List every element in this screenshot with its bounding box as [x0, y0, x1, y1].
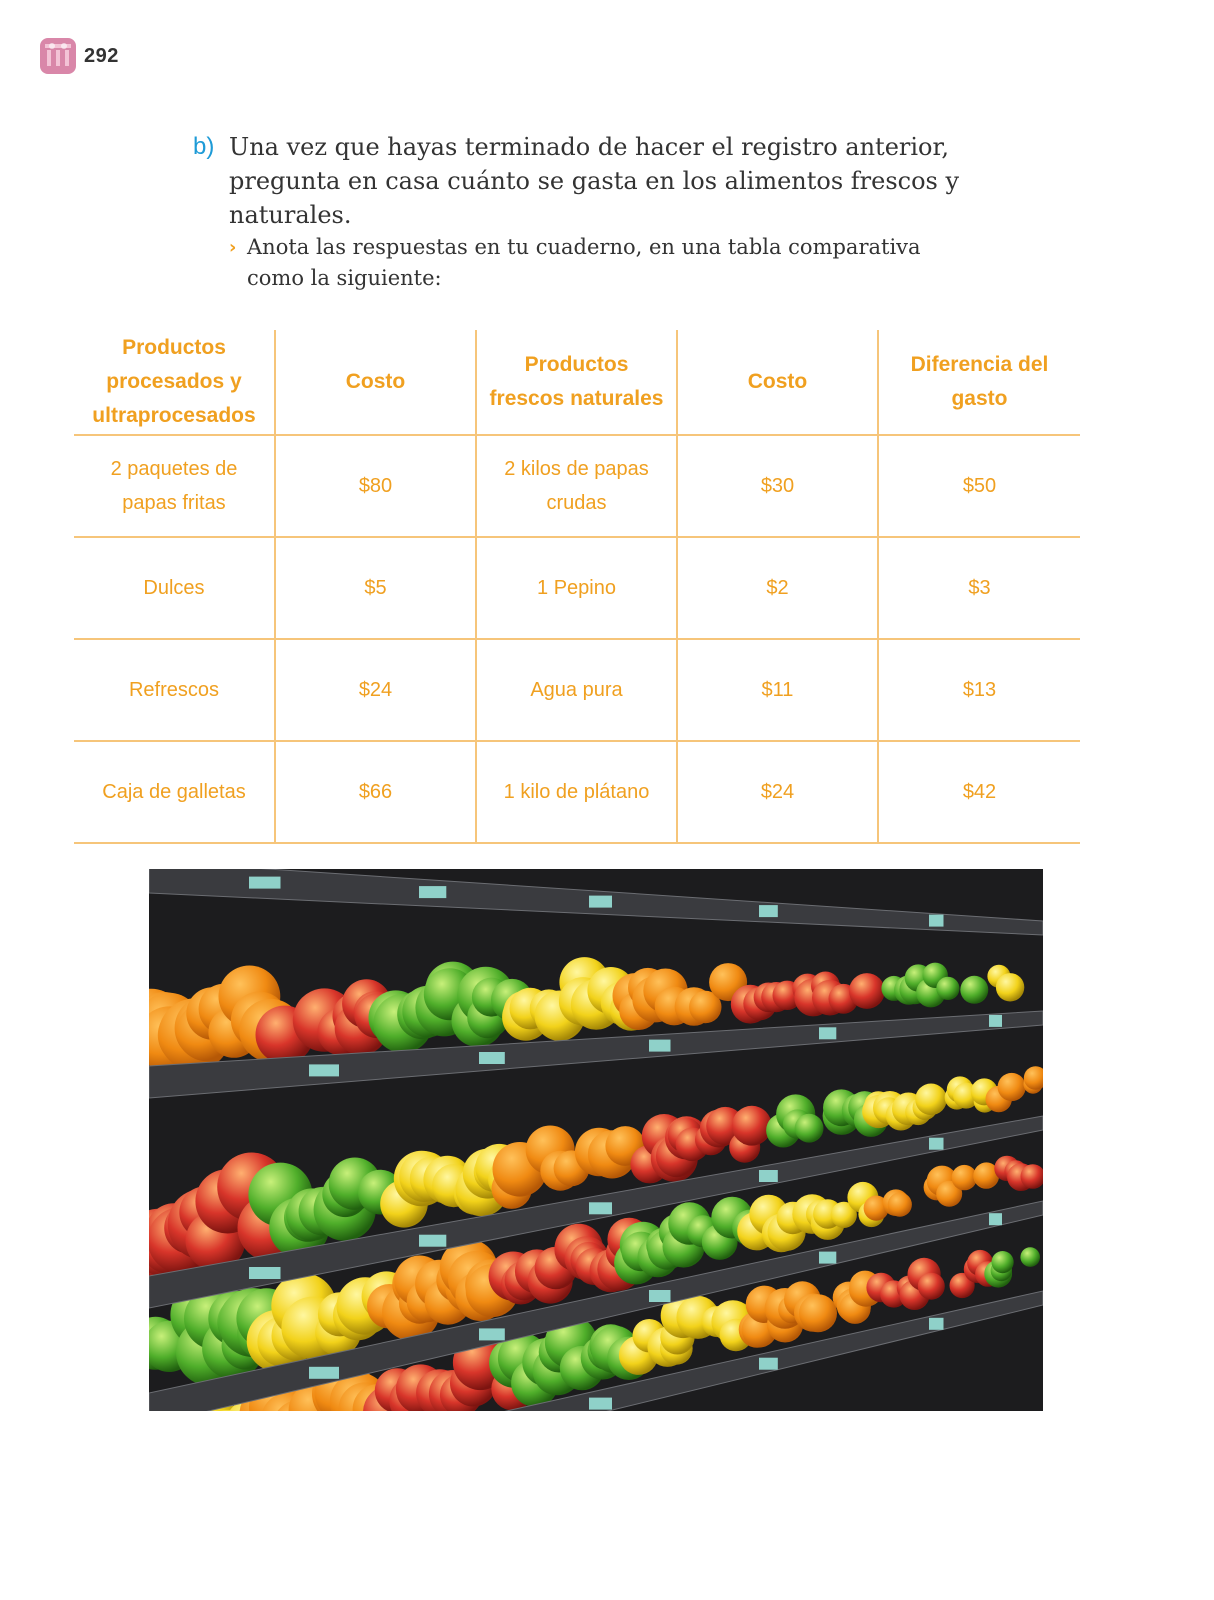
header-processed-products: Productos procesados y ultraprocesados — [74, 330, 275, 435]
header-cost-fresh: Costo — [677, 330, 878, 435]
price-tag — [929, 1138, 944, 1150]
instruction-bullet — [229, 232, 983, 294]
produce-illustration — [149, 869, 1043, 1411]
table-cell: Agua pura — [476, 639, 677, 741]
price-tag — [249, 1267, 281, 1279]
table-cell: $13 — [878, 639, 1080, 741]
chevron-right-icon: › — [229, 237, 237, 258]
price-tag — [249, 877, 281, 889]
fruit — [732, 1106, 772, 1146]
header-cost-processed: Costo — [275, 330, 476, 435]
table-cell: $5 — [275, 537, 476, 639]
table-cell: 2 paquetes de papas fritas — [74, 435, 275, 537]
table-row — [74, 537, 1080, 639]
price-tag — [989, 1213, 1002, 1225]
table-cell: 1 Pepino — [476, 537, 677, 639]
table-cell: $50 — [878, 435, 1080, 537]
price-tag — [589, 896, 612, 908]
supermarket-produce-photo — [149, 869, 1043, 1411]
comparison-table — [74, 330, 1080, 844]
table-cell: $3 — [878, 537, 1080, 639]
price-tag — [819, 1027, 836, 1039]
fruit — [960, 976, 988, 1004]
table-cell: $11 — [677, 639, 878, 741]
fruit — [799, 1294, 837, 1332]
price-tag — [649, 1040, 671, 1052]
fruit — [849, 973, 885, 1009]
fruit — [996, 973, 1024, 1001]
instruction-block — [193, 130, 983, 294]
table-row — [74, 741, 1080, 843]
table-cell: $66 — [275, 741, 476, 843]
price-tag — [589, 1398, 612, 1410]
table-header-row — [74, 330, 1080, 435]
instruction-bullet-text: Anota las respuestas en tu cuaderno, en una tabla comparativa como la siguiente: — [247, 235, 921, 290]
instruction-text: Una vez que hayas terminado de hacer el registro anterior, pregunta en casa cuánto se gasta en los alimentos frescos y naturales. — [229, 133, 960, 229]
price-tag — [479, 1052, 505, 1064]
fruit — [998, 1073, 1026, 1101]
table-cell: Caja de galletas — [74, 741, 275, 843]
price-tag — [589, 1202, 612, 1214]
table-cell: 1 kilo de plátano — [476, 741, 677, 843]
price-tag — [419, 1235, 446, 1247]
table-cell: $80 — [275, 435, 476, 537]
table-cell: $30 — [677, 435, 878, 537]
price-tag — [929, 915, 944, 927]
price-tag — [649, 1290, 671, 1302]
price-tag — [989, 1015, 1002, 1027]
header-fresh-products: Productos frescos naturales — [476, 330, 677, 435]
fruit — [936, 977, 959, 1000]
price-tag — [479, 1328, 505, 1340]
fruit — [918, 1273, 945, 1300]
table-cell: Refrescos — [74, 639, 275, 741]
price-tag — [759, 1358, 778, 1370]
fruit — [795, 1114, 824, 1143]
table-cell: $24 — [275, 639, 476, 741]
table-cell: Dulces — [74, 537, 275, 639]
price-tag — [759, 1170, 778, 1182]
instruction-letter: b) — [193, 133, 215, 160]
price-tag — [819, 1252, 836, 1264]
header-spending-difference: Diferencia del gasto — [878, 330, 1080, 435]
page-number: 292 — [84, 44, 119, 67]
table-cell: 2 kilos de papas crudas — [476, 435, 677, 537]
price-tag — [419, 886, 446, 898]
table-cell: $24 — [677, 741, 878, 843]
price-tag — [309, 1064, 339, 1076]
table-cell: $42 — [878, 741, 1080, 843]
pink-glyph-icon — [40, 38, 76, 74]
fruit — [1020, 1247, 1040, 1267]
table-row — [74, 639, 1080, 741]
price-tag — [759, 905, 778, 917]
fruit — [992, 1251, 1014, 1273]
table-row — [74, 435, 1080, 537]
instruction-main — [193, 130, 983, 232]
price-tag — [309, 1367, 339, 1379]
price-tag — [929, 1318, 944, 1330]
fruit — [915, 1084, 947, 1116]
fruit — [888, 1193, 912, 1217]
fruit — [952, 1165, 977, 1190]
page-header — [40, 38, 119, 74]
table-cell: $2 — [677, 537, 878, 639]
